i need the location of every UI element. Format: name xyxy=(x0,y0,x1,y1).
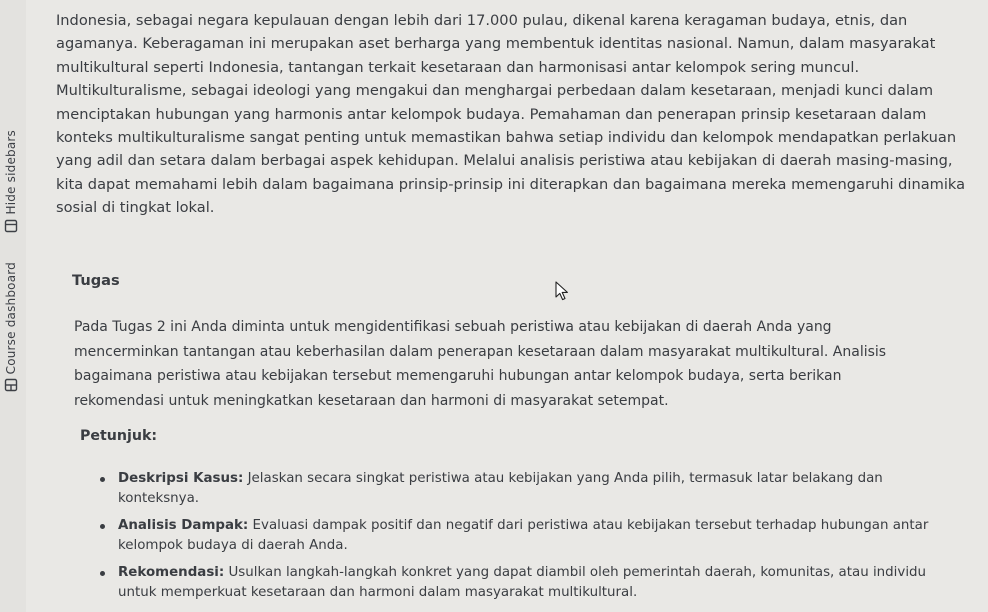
bullet-icon xyxy=(100,477,105,482)
hide-sidebars-label: Hide sidebars xyxy=(4,130,18,215)
bullet-icon xyxy=(100,571,105,576)
mouse-cursor-icon xyxy=(555,281,569,301)
instructions-heading: Petunjuk: xyxy=(80,428,158,444)
bullet-icon xyxy=(100,524,105,529)
course-dashboard-label: Course dashboard xyxy=(4,262,18,375)
list-item xyxy=(96,469,966,509)
intro-paragraph: Indonesia, sebagai negara kepulauan dengan lebih dari 17.000 pulau, dikenal karena keragaman budaya, etnis, dan agamanya. Keberagaman ini merupakan aset berharga yang membentuk identitas nasional. Namun, dalam masyarakat multikultural seperti Indonesia, tantangan terkait kesetaraan dan harmonisasi antar kelompok sering muncul. Multikulturalisme, sebagai ideologi yang mengakui dan menghargai perbedaan dalam kesetaraan, menjadi kunci dalam menciptakan hubungan yang harmonis antar kelompok budaya. Pemahaman dan penerapan prinsip kesetaraan dalam konteks multikulturalisme sangat penting untuk memastikan bahwa setiap individu dan kelompok mendapatkan perlakuan yang adil dan setara dalam berbagai aspek kehidupan. Melalui analisis peristiwa atau kebijakan di daerah masing-masing, kita dapat memahami lebih dalam bagaimana prinsip-prinsip ini diterapkan dan bagaimana mereka memengaruhi dinamika sosial di tingkat lokal. xyxy=(56,12,966,217)
instruction-text: Usulkan langkah-langkah konkret yang dapat diambil oleh pemerintah daerah, komunitas, atau individu untuk memperkuat kesetaraan dan harmoni dalam masyarakat multikultural. xyxy=(118,565,927,600)
task-paragraph: Pada Tugas 2 ini Anda diminta untuk mengidentifikasi sebuah peristiwa atau kebijakan di daerah Anda yang mencerminkan tantangan atau keberhasilan dalam penerapan kesetaraan dalam masyarakat multikultural. Analisis bagaimana peristiwa atau kebijakan tersebut memengaruhi hubungan antar kelompok budaya, serta berikan rekomendasi untuk meningkatkan kesetaraan dan harmoni di masyarakat setempat. xyxy=(74,319,887,409)
instruction-term: Analisis Dampak: xyxy=(118,518,249,533)
list-item xyxy=(96,563,966,603)
task-heading: Tugas xyxy=(72,272,120,289)
instruction-term: Deskripsi Kasus: xyxy=(118,471,244,486)
instruction-text: Evaluasi dampak positif dan negatif dari peristiwa atau kebijakan tersebut terhadap hubungan antar kelompok budaya di daerah Anda. xyxy=(118,518,929,553)
instructions-list xyxy=(96,469,966,610)
instruction-term: Rekomendasi: xyxy=(118,565,225,580)
instruction-text: Jelaskan secara singkat peristiwa atau kebijakan yang Anda pilih, termasuk latar belakang dan konteksnya. xyxy=(118,471,883,506)
list-item xyxy=(96,516,966,556)
